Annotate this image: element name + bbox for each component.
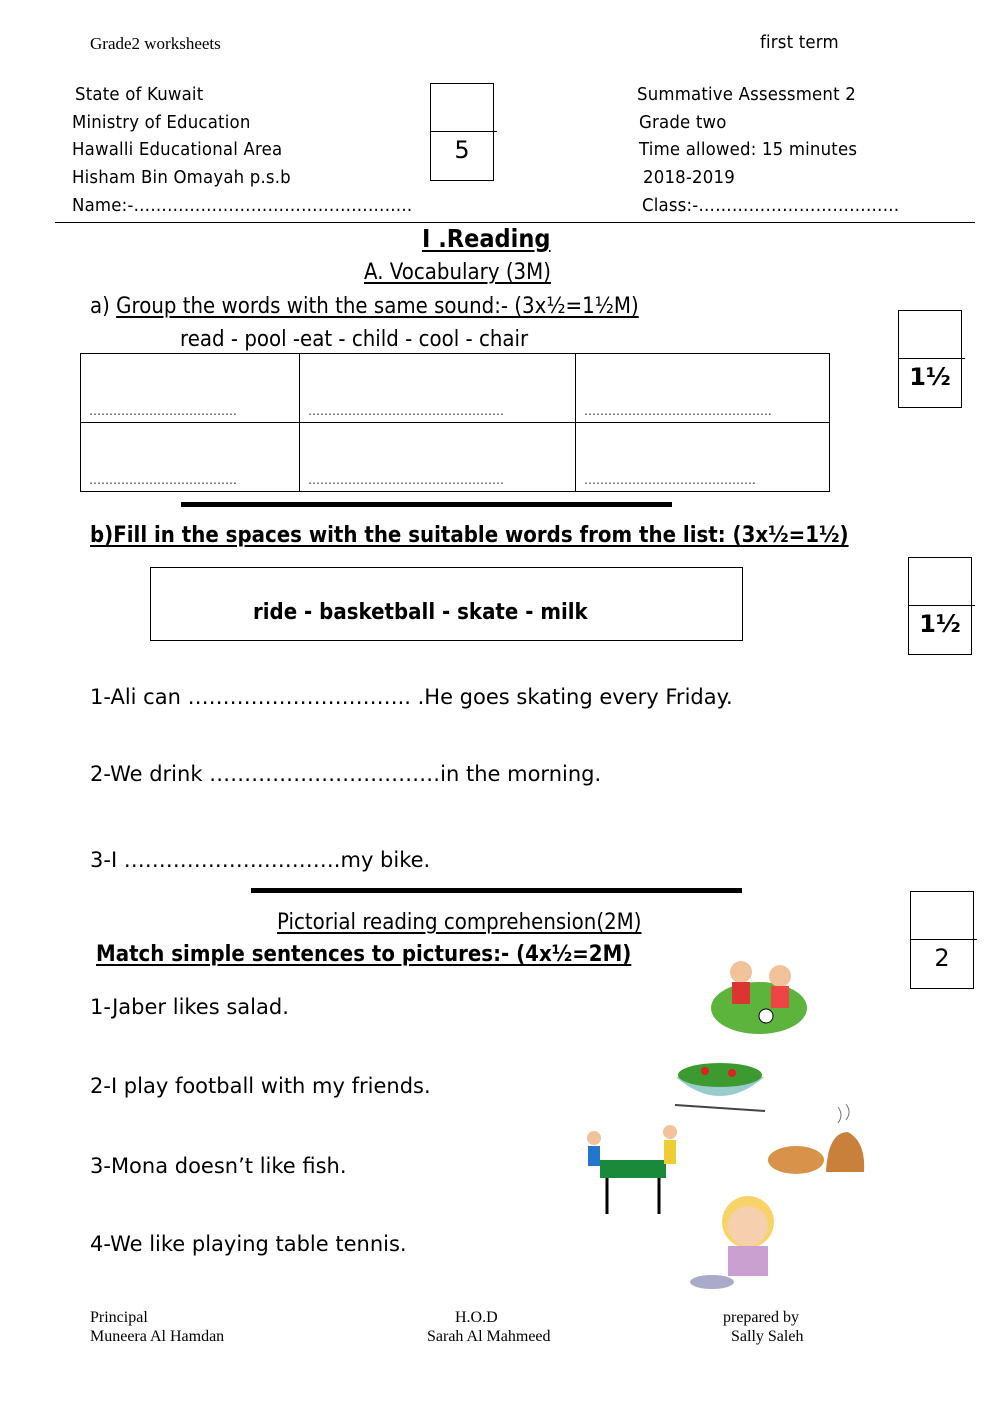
footer-role: prepared by (723, 1309, 799, 1326)
match-sentence: 4-We like playing table tennis. (90, 1232, 407, 1256)
fill-sentence: 1-Ali can ………………………….. .He goes skating every Friday. (90, 685, 733, 709)
part-a-title (90, 294, 639, 319)
part-c-subtitle: Match simple sentences to pictures:- (4x½=2M) (96, 942, 632, 967)
divider-bar (181, 502, 672, 507)
table-tennis-picture (582, 1122, 686, 1220)
part-c-mark-box (910, 891, 974, 989)
total-mark-box (430, 83, 494, 181)
answer-cell[interactable]: ………………………………. (81, 423, 300, 492)
school-line: Hawalli Educational Area (72, 139, 283, 160)
header-right: first term (760, 32, 839, 53)
answer-cell[interactable]: …………………………………………. (300, 423, 576, 492)
fill-sentence: 2-We drink ……………………………in the morning. (90, 762, 602, 786)
part-c-title: Pictorial reading comprehension(2M) (277, 910, 642, 935)
section-title: I .Reading (422, 224, 551, 253)
header-left: Grade2 worksheets (90, 34, 221, 53)
part-a-instruction: Group the words with the same sound:- (3x½=1½M) (116, 294, 639, 319)
assessment-line: 2018-2019 (643, 167, 735, 188)
part-a-mark-box (898, 310, 962, 408)
part-a-mark: 1½ (909, 363, 951, 391)
match-sentence: 2-I play football with my friends. (90, 1074, 431, 1098)
answer-cell[interactable]: ……………………………………. (576, 423, 830, 492)
class-field: Class:-……………………………… (642, 195, 900, 216)
word-list: read - pool -eat - child - cool - chair (180, 327, 529, 352)
word-bank-box (150, 567, 743, 641)
divider-bar (251, 888, 742, 893)
school-line: State of Kuwait (75, 84, 204, 105)
part-b-title: b)Fill in the spaces with the suitable words from the list: (3x½=1½) (90, 523, 849, 548)
total-mark: 5 (454, 136, 470, 164)
part-b-mark-box (908, 557, 972, 655)
header-divider (55, 222, 975, 223)
answer-cell[interactable]: ……………………………………….. (576, 354, 830, 423)
match-sentence: 1-Jaber likes salad. (90, 995, 289, 1019)
assessment-line: Summative Assessment 2 (637, 84, 856, 105)
salad-picture (670, 1055, 770, 1117)
footer-name: Sarah Al Mahmeed (427, 1328, 551, 1345)
vocab-title: A. Vocabulary (3M) (364, 260, 551, 285)
part-b-mark: 1½ (919, 610, 961, 638)
match-sentence: 3-Mona doesn’t like fish. (90, 1154, 347, 1178)
part-c-mark: 2 (934, 944, 950, 972)
footer-role: Principal (90, 1309, 148, 1326)
word-bank: ride - basketball - skate - milk (253, 600, 588, 625)
part-a-prefix: a) (90, 294, 117, 319)
answer-grid (80, 353, 830, 492)
girl-crying-picture (688, 1186, 804, 1292)
footer-role: H.O.D (455, 1309, 498, 1326)
assessment-line: Grade two (639, 112, 727, 133)
footer-name: Sally Saleh (731, 1328, 804, 1345)
bread-picture (766, 1102, 866, 1182)
name-field: Name:-………………………………………….. (72, 195, 413, 216)
footer-name: Muneera Al Hamdan (90, 1328, 225, 1345)
answer-cell[interactable]: ………………………………. (81, 354, 300, 423)
school-line: Hisham Bin Omayah p.s.b (72, 167, 291, 188)
football-picture (708, 950, 810, 1036)
assessment-line: Time allowed: 15 minutes (639, 139, 858, 160)
fill-sentence: 3-I ………………………….my bike. (90, 848, 431, 872)
answer-cell[interactable]: …………………………………………. (300, 354, 576, 423)
school-line: Ministry of Education (72, 112, 251, 133)
